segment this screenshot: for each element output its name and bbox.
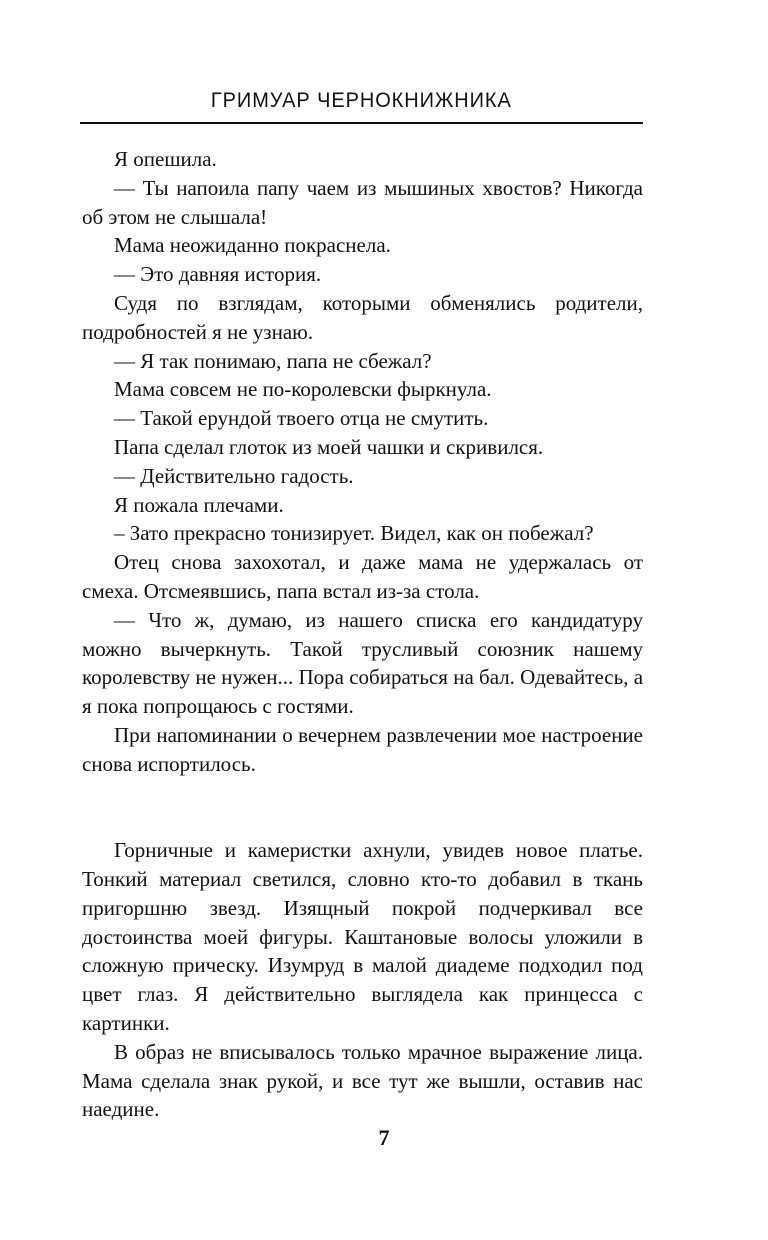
paragraph: – Зато прекрасно тонизирует. Видел, как он побежал? [114,521,594,546]
paragraph: Папа сделал глоток из моей чашки и скривился. [114,434,544,459]
section-break [82,779,643,837]
paragraph: — Действительно гадость. [114,463,354,488]
paragraph: — Это давняя история. [114,262,322,287]
page-number: 7 [378,1125,390,1150]
paragraph: Отец снова захохотал, и даже мама не удержалась от смеха. Отсмеявшись, папа встал из-за стола. [82,550,643,603]
running-header [80,86,643,124]
paragraph: Судя по взглядам, которыми обменялись родители, подробностей я не узнаю. [82,290,643,344]
paragraph: В образ не вписывалось только мрачное выражение лица. Мама сделала знак рукой, и все тут же вышли, оставив нас наедине. [82,1039,643,1122]
paragraph: Я пожала плечами. [114,492,284,517]
paragraph: Мама неожиданно покраснела. [114,233,391,258]
book-title: ГРИМУАР ЧЕРНОКНИЖНИКА [211,89,512,112]
paragraph: При напоминании о вечернем развлечении мое настроение снова испортилось. [82,722,643,776]
paragraph: — Что ж, думаю, из нашего списка его кандидатуру можно вычеркнуть. Такой трусливый союзник нашему королевству не нужен... Пора собираться на бал. Одевайтесь, а я пока попрощаюсь с гостями. [82,607,644,719]
paragraph: Мама совсем не по-королевски фыркнула. [114,377,492,402]
paragraph: — Я так понимаю, папа не сбежал? [114,348,432,373]
paragraph: — Ты напоила папу чаем из мышиных хвостов? Никогда об этом не слышала! [82,175,643,229]
body-text [82,145,643,1124]
paragraph: — Такой ерундой твоего отца не смутить. [114,406,489,431]
paragraph: Горничные и камеристки ахнули, увидев новое платье. Тонкий материал светился, словно кто-то добавил в ткань пригоршню звезд. Изящный покрой подчеркивал все достоинства моей фигуры. Каштановые волосы уложили в сложную прическу. Изумруд в малой диадеме подходил под цвет глаз. Я действительно выглядела как принцесса с картинки. [82,838,643,1035]
paragraph: Я опешила. [114,147,217,171]
